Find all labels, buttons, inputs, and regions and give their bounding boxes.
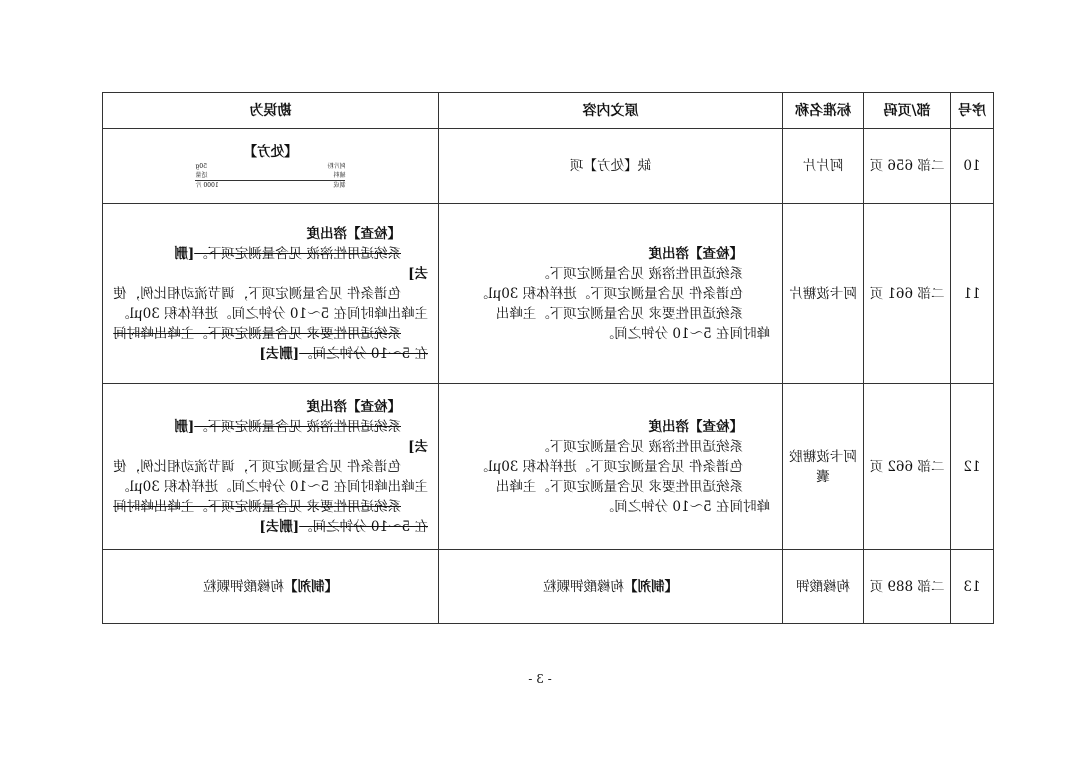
original-line: 系统适用性溶液 见含量测定项下。 <box>536 265 743 282</box>
prescription-line <box>196 180 346 190</box>
table-row <box>103 384 994 550</box>
section-text: 枸橼酸钾颗粒 <box>203 578 284 595</box>
table-row <box>103 204 994 384</box>
ingredient-amount: 1000 片 <box>195 182 219 189</box>
original-line: 系统适用性要求 见含量测定项下。主峰出 <box>495 478 743 495</box>
ingredient-name: 辅料 <box>333 172 346 179</box>
deleted-text: 系统适用性要求 见含量测定项下。主峰出峰时间在 5～10 分钟之间。 <box>113 498 428 535</box>
row-page: 二部 661 页 <box>864 204 951 384</box>
header-no: 序号 <box>951 93 994 129</box>
delete-mark: 去] <box>408 438 428 455</box>
header-name: 标准名称 <box>783 93 864 129</box>
row-page: 二部 889 页 <box>864 550 951 624</box>
section-label: 【制剂】 <box>284 578 338 595</box>
row-name: 阿片片 <box>783 129 864 204</box>
row-corrected <box>103 204 439 384</box>
header-corrected: 勘误为 <box>103 93 439 129</box>
delete-mark: 去] <box>408 265 428 282</box>
table-header-row <box>103 93 994 129</box>
row-original: 缺【处方】项 <box>439 129 783 204</box>
delete-mark: [删 <box>174 418 195 435</box>
ingredient-amount: 50g <box>195 163 207 170</box>
ingredient-amount: 适量 <box>195 172 208 179</box>
errata-table <box>102 92 994 624</box>
row-corrected <box>103 129 439 204</box>
corrected-line: 色谱条件 见含量测定项下，调节流动相比例，使主峰出峰时间在 5～10 分钟之间。进样体积 30μl。 <box>113 458 428 495</box>
original-line: 系统适用性溶液 见含量测定项下。 <box>536 438 743 455</box>
deleted-text: 系统适用性溶液 见含量测定项下。 <box>194 418 401 435</box>
original-title: 【检查】溶出度 <box>648 245 743 262</box>
header-page: 部/页码 <box>864 93 951 129</box>
prescription-line <box>196 162 346 171</box>
corrected-line: 色谱条件 见含量测定项下，调节流动相比例，使主峰出峰时间在 5～10 分钟之间。进样体积 30μl。 <box>113 285 428 322</box>
original-line: 色谱条件 见含量测定项下。进样体积 30μl。 <box>474 285 743 302</box>
table-row <box>103 129 994 204</box>
row-corrected <box>103 384 439 550</box>
delete-mark: [删去] <box>259 518 300 535</box>
row-number: 12 <box>951 384 994 550</box>
deleted-text: 系统适用性要求 见含量测定项下。主峰出峰时间在 5～10 分钟之间。 <box>113 325 428 362</box>
row-original <box>439 384 783 550</box>
row-name: 阿卡波糖胶囊 <box>783 384 864 550</box>
row-corrected <box>103 550 439 624</box>
original-line: 峰时间在 5～10 分钟之间。 <box>600 325 770 342</box>
row-number: 11 <box>951 204 994 384</box>
section-text: 枸橼酸钾颗粒 <box>543 578 624 595</box>
prescription-line <box>196 171 346 180</box>
row-page: 二部 656 页 <box>864 129 951 204</box>
original-title: 【检查】溶出度 <box>648 418 743 435</box>
corrected-title: 【检查】溶出度 <box>306 225 401 242</box>
row-name: 枸橼酸钾 <box>783 550 864 624</box>
row-original <box>439 204 783 384</box>
original-line: 色谱条件 见含量测定项下。进样体积 30μl。 <box>474 458 743 475</box>
table-row <box>103 550 994 624</box>
row-original <box>439 550 783 624</box>
corrected-title: 【检查】溶出度 <box>306 398 401 415</box>
prescription-table <box>196 162 346 190</box>
ingredient-name: 阿片粉 <box>327 163 346 170</box>
deleted-text: 系统适用性溶液 见含量测定项下。 <box>194 245 401 262</box>
section-label: 【制剂】 <box>624 578 678 595</box>
original-line: 系统适用性要求 见含量测定项下。主峰出 <box>495 305 743 322</box>
header-original: 原文内容 <box>439 93 783 129</box>
row-page: 二部 662 页 <box>864 384 951 550</box>
ingredient-name: 制成 <box>333 182 346 189</box>
row-number: 10 <box>951 129 994 204</box>
row-number: 13 <box>951 550 994 624</box>
original-line: 峰时间在 5～10 分钟之间。 <box>600 498 770 515</box>
delete-mark: [删去] <box>259 345 300 362</box>
page-number: - 3 - <box>528 672 552 686</box>
delete-mark: [删 <box>174 245 195 262</box>
prescription-title: 【处方】 <box>243 144 298 160</box>
row-name: 阿卡波糖片 <box>783 204 864 384</box>
